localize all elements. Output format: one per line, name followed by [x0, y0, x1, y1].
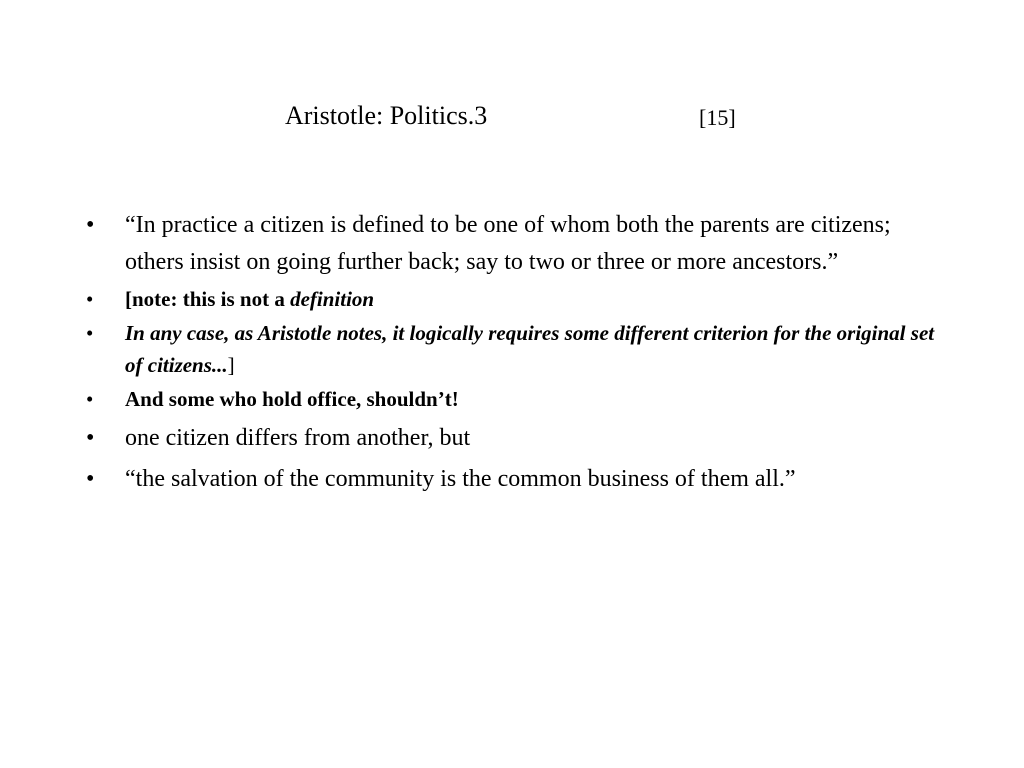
bullet-text: “In practice a citizen is defined to be one of whom both the parents are citizens; others insist on going further back; say to two or three or more ancestors.”: [125, 212, 891, 275]
bullet-item: [86, 383, 946, 415]
slide-header: [0, 100, 1024, 140]
bullet-text: “the salvation of the community is the common business of them all.”: [125, 466, 796, 492]
bullet-marker: •: [86, 287, 94, 311]
bullet-item: [86, 207, 946, 281]
bullet-marker: •: [86, 425, 95, 451]
bullet-item: [86, 317, 946, 381]
slide-number: [15]: [699, 105, 736, 130]
bullet-emphasis: definition: [290, 287, 375, 311]
bullet-item: [86, 461, 946, 498]
bullet-marker: •: [86, 212, 95, 238]
slide-title: Aristotle: Politics.3: [285, 101, 488, 130]
bullet-item: [86, 420, 946, 457]
bullet-text: ]: [227, 353, 235, 377]
bullet-item: [86, 283, 946, 315]
bullet-marker: •: [86, 466, 95, 492]
bullet-text: one citizen differs from another, but: [125, 425, 471, 451]
bullet-text: And some who hold office, shouldn’t!: [125, 387, 459, 411]
bullet-list: [86, 207, 946, 498]
bullet-marker: •: [86, 387, 94, 411]
bullet-emphasis: In any case, as Aristotle notes, it logically requires some different criterion for the original set of citizens...: [125, 321, 935, 377]
bullet-marker: •: [86, 321, 94, 345]
bullet-text: [note: this is not a: [125, 287, 291, 311]
